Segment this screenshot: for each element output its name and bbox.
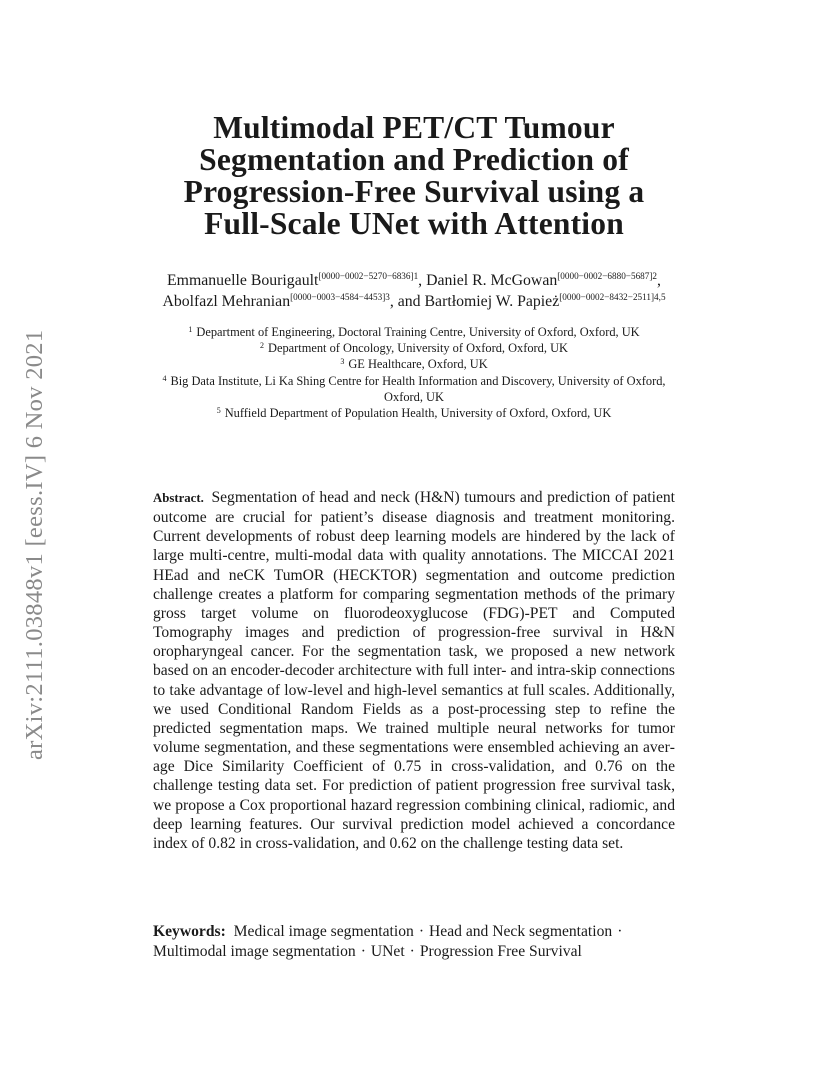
affiliation-number: 3 — [340, 357, 345, 367]
arxiv-identifier-stamp: arXiv:2111.03848v1 [eess.IV] 6 Nov 2021 — [21, 329, 48, 760]
affiliation-number: 5 — [216, 406, 221, 416]
orcid-id: [0000−0002−8432−2511] — [559, 292, 655, 302]
orcid-id: [0000−0002−5270−6836] — [318, 271, 414, 281]
author-name: Emmanuelle Bourigault — [167, 272, 319, 289]
author-separator: , and — [389, 293, 425, 310]
author-orcid — [557, 271, 657, 281]
affiliation-text: Department of Oncology, University of Oxford, Oxford, UK — [268, 341, 568, 356]
keyword-separator: · — [418, 923, 425, 940]
orcid-id: [0000−0002−6880−5687] — [557, 271, 653, 281]
paper-title — [100, 112, 728, 240]
affiliation-number: 1 — [188, 325, 193, 334]
keyword-separator: · — [617, 923, 623, 940]
author-separator: , — [418, 272, 427, 289]
abstract — [153, 488, 675, 853]
author-affiliation-mark: 4,5 — [654, 292, 666, 302]
affiliation-text: GE Healthcare, Oxford, UK — [348, 357, 488, 372]
title-line: Multimodal PET/CT Tumour — [213, 110, 615, 145]
affiliation-text: Nuffield Department of Population Health, University of Oxford, Oxford, UK — [224, 406, 612, 421]
keyword-separator: · — [360, 943, 366, 960]
affiliation-text: Big Data Institute, Li Ka Shing Centre for Health Information and Discovery, University of Oxford, — [170, 373, 666, 388]
affiliation-item — [110, 340, 718, 356]
orcid-id: [0000−0003−4584−4453] — [290, 292, 386, 302]
author-list — [100, 270, 728, 312]
keywords — [153, 922, 675, 962]
abstract-text: Segmentation of head and neck (H&N) tumours and prediction of patient outcome are crucial for patient’s disease diagnosis and treatment monitoring. Current developments of robust deep learning models are hindered by the lack of large multi-centre, multi-modal data with quality annotations. The MICCAI 2021 HEad and neCK TumOR (HECKTOR) segmentation and outcome prediction challenge creates a platform for comparing segmentation methods of the primary gross target volume on fluorodeoxyglucose (FDG)-PET and Computed Tomography images and prediction of progression-free survival in H&N oropharyngeal cancer. For the segmentation task, we proposed a new network based on an encoder-decoder architecture with full inter- and intra-skip connections to take advantage of low-level and high-level semantics at full scales. Additionally, we used Conditional Random Fields as a post-processing step to refine the predicted segmentation maps. We trained multiple neural networks for tumor volume segmentation, and these segmentations were ensembled achieving an average Dice Similarity Coefficient of 0.75 in cross-validation, and 0.76 on the challenge testing data set. For prediction of patient progression free survival task, we propose a Cox proportional hazard regression combining clinical, radiomic, and deep learning features. Our survival prediction model achieved a concordance index of 0.82 in cross-validation, and 0.62 on the challenge testing data set. — [153, 489, 676, 852]
author-affiliation-mark: 1 — [413, 271, 419, 281]
author-name: Daniel R. McGowan — [426, 272, 558, 289]
keyword-item: Head and Neck segmentation — [429, 923, 613, 940]
affiliation-item — [110, 356, 718, 372]
author-orcid — [290, 292, 390, 302]
author-separator: , — [657, 272, 661, 289]
author-name: Abolfazl Mehranian — [162, 293, 291, 310]
affiliation-number: 4 — [162, 373, 167, 383]
title-line: Full-Scale UNet with Attention — [204, 206, 624, 241]
abstract-label: Abstract. — [153, 491, 204, 505]
affiliation-text: Department of Engineering, Doctoral Training Centre, University of Oxford, Oxford, UK — [196, 325, 640, 339]
keyword-item: Progression Free Survival — [419, 943, 582, 960]
keyword-item: UNet — [370, 943, 405, 960]
keyword-item: Medical image segmentation — [233, 923, 414, 940]
affiliation-continuation: Oxford, UK — [384, 389, 444, 404]
affiliation-number: 2 — [260, 341, 265, 351]
keywords-label: Keywords: — [153, 923, 226, 940]
affiliation-item — [110, 373, 718, 389]
title-line: Progression-Free Survival using a — [183, 174, 645, 209]
affiliation-item — [110, 324, 718, 340]
affiliation-item — [110, 405, 718, 421]
title-line: Segmentation and Prediction of — [199, 142, 629, 177]
author-affiliation-mark: 3 — [385, 292, 390, 302]
author-orcid — [559, 292, 665, 302]
author-orcid — [318, 271, 418, 281]
author-affiliation-mark: 2 — [652, 271, 658, 281]
keyword-separator: · — [409, 943, 415, 960]
keyword-item: Multimodal image segmentation — [153, 943, 356, 960]
author-name: Bartłomiej W. Papież — [424, 293, 560, 310]
affiliation-list — [110, 324, 718, 421]
